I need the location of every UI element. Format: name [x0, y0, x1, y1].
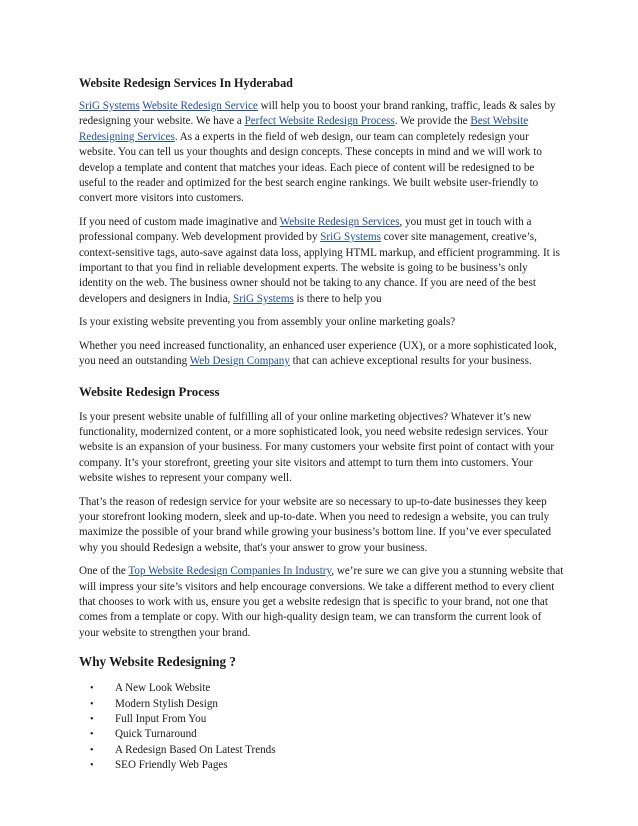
srig-systems-link[interactable]: SriG Systems [79, 100, 140, 112]
process-paragraph-1: Is your present website unable of fulfilling all of your online marketing objectives? Whatever it’s new functionality, modernized content, or a more sophisticated look, you need website redesign services. Your website is an expansion of your business. For many customers your website first point of contact with your company. It’s your storefront, greeting your site visitors and attempt to turn them into customers. Your website wishes to represent your company well. [79, 410, 555, 485]
list-item: • Quick Turnaround [79, 727, 564, 742]
bullet-icon: • [90, 683, 94, 695]
process-heading: Website Redesign Process [79, 384, 220, 399]
perfect-website-redesign-process-link[interactable]: Perfect Website Redesign Process [244, 115, 395, 128]
process-paragraph-3: One of the Top Website Redesign Companies In Industry, we’re sure we can give you a stunning website that will impress your site’s visitors and help encourage conversions. We take a different method to every client that chooses to work with us, ensure you get a website redesign that is specific to your brand, not one that comes from a template or copy. With our high-quality design team, we can transform the current look of your website to strengthen your brand. [79, 565, 564, 639]
custom-services-paragraph: If you need of custom made imaginative and Website Redesign Services, you must get in touch with a professional company. Web development provided by SriG Systems cover site management, creative’s, context-sensitive tags, auto-save against data loss, applying HTML markup, and efficient programming. It is important to that you find in reliable development experts. The website is going to be business’s only identity on the web. The business owner should not be taking to any chance. If you are need of the best developers and designers in India, SriG Systems is there to help you [79, 215, 560, 305]
list-item: • A Redesign Based On Latest Trends [79, 743, 564, 758]
bullet-icon: • [90, 729, 94, 741]
intro-paragraph: SriG Systems Website Redesign Service will help you to boost your brand ranking, traffic, leads & sales by redesigning your website. We have a Perfect Website Redesign Process. We provide the Best Website Redesigning Services. As a experts in the field of web design, our team can completely redesign your website. You can tell us your thoughts and design concepts. These concepts in mind and we will work to develop a template and content that matches your ideas. Each piece of content will be redesigned to be useful to the reader and optimized for the best search engine rankings. We built website user-friendly to convert more visitors into customers. [79, 100, 556, 205]
best-website-redesigning-services-link[interactable]: Best Website Redesigning Services [79, 115, 529, 143]
website-redesign-services-link[interactable]: Website Redesign Services [279, 215, 400, 228]
why-heading: Why Website Redesigning ? [79, 654, 236, 670]
list-item: • Modern Stylish Design [79, 697, 564, 712]
document-page [79, 76, 564, 774]
question-paragraph: Is your existing website preventing you from assembly your online marketing goals? [79, 316, 456, 329]
bullet-icon: • [90, 714, 94, 725]
functionality-paragraph: Whether you need increased functionality, an enhanced user experience (UX), or a more sophisticated look, you need an outstanding Web Design Company that can achieve exceptional results for your business. [79, 339, 557, 368]
list-item: • SEO Friendly Web Pages [79, 758, 564, 773]
list-item: • Full Input From You [79, 712, 564, 727]
srig-systems-link-3[interactable]: SriG Systems [233, 292, 294, 305]
srig-systems-link-2[interactable]: SriG Systems [320, 231, 381, 244]
bullet-icon: • [90, 698, 94, 710]
page-title: Website Redesign Services In Hyderabad [79, 76, 293, 90]
bullet-icon: • [90, 760, 94, 772]
reasons-list [79, 681, 564, 773]
bullet-icon: • [90, 744, 94, 756]
list-item: • A New Look Website [79, 681, 564, 696]
web-design-company-link[interactable]: Web Design Company [189, 355, 290, 368]
website-redesign-service-link[interactable]: Website Redesign Service [142, 100, 258, 112]
process-paragraph-2: That’s the reason of redesign service for your website are so necessary to up-to-date businesses they keep your storefront looking modern, sleek and up-to-date. When you need to redesign a website, you can truly maximize the possible of your brand while growing your business’s bottom line. If you’ve ever speculated why you should Redesign a website, that's your answer to grow your business. [79, 495, 551, 554]
top-redesign-companies-link[interactable]: Top Website Redesign Companies In Industry [128, 565, 332, 578]
